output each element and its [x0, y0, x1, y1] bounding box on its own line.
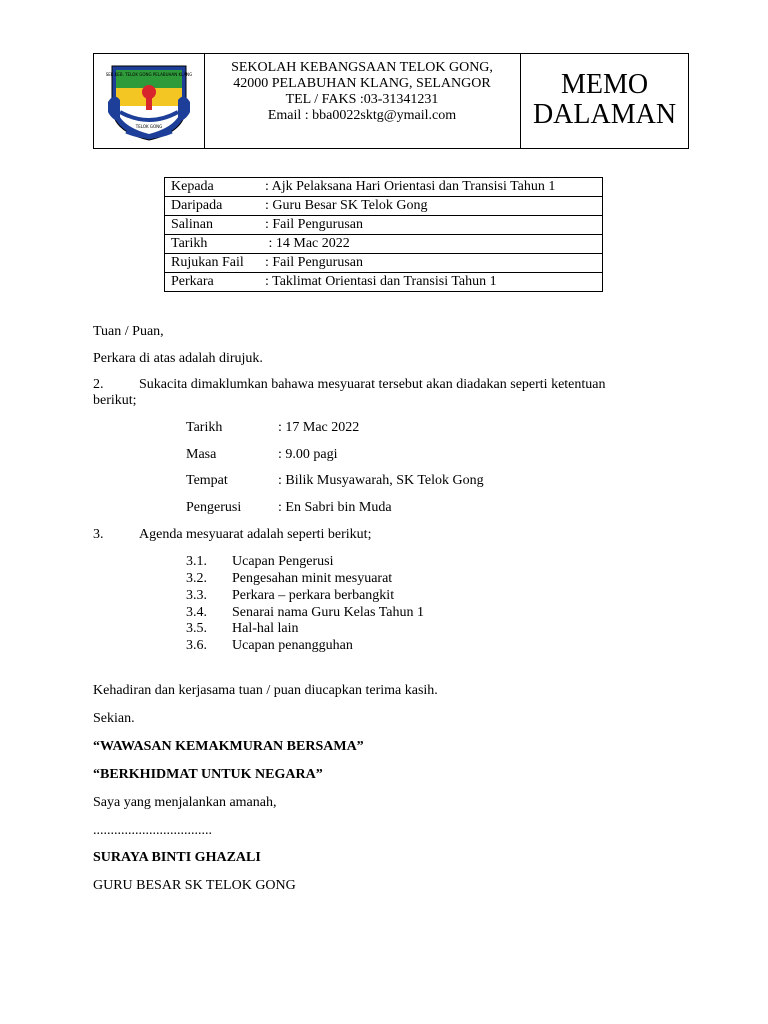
info-row — [165, 254, 603, 273]
detail-row — [186, 447, 338, 463]
amanah-text: Saya yang menjalankan amanah, — [93, 795, 277, 810]
detail-label: Tempat — [186, 473, 228, 488]
info-value: : 14 Mac 2022 — [265, 236, 350, 251]
agenda-text: Senarai nama Guru Kelas Tahun 1 — [232, 605, 424, 620]
signer-title: GURU BESAR SK TELOK GONG — [93, 878, 296, 893]
school-address-block — [204, 54, 521, 148]
paragraph-2-number: 2. — [93, 377, 104, 392]
agenda-item — [186, 588, 394, 604]
logo-text-top: SEK.KEB. TELOK GONG PELABUHAN KLANG — [106, 72, 192, 77]
agenda-text: Pengesahan minit mesyuarat — [232, 571, 393, 586]
info-key: Daripada — [171, 198, 223, 213]
info-row — [165, 197, 603, 216]
info-key: Tarikh — [171, 236, 208, 251]
motto-1: “WAWASAN KEMAKMURAN BERSAMA” — [93, 739, 364, 754]
detail-row — [186, 473, 484, 489]
paragraph-3 — [93, 527, 371, 543]
agenda-item — [186, 554, 333, 570]
agenda-item — [186, 621, 298, 637]
paragraph-2-line1: Sukacita dimaklumkan bahawa mesyuarat tersebut akan diadakan seperti ketentuan — [139, 377, 606, 392]
info-row — [165, 273, 603, 292]
info-value: : Ajk Pelaksana Hari Orientasi dan Transisi Tahun 1 — [265, 179, 556, 194]
info-value: : Fail Pengurusan — [265, 217, 363, 232]
sekian-text: Sekian. — [93, 711, 135, 726]
detail-value: : 9.00 pagi — [278, 447, 338, 462]
logo-text-bottom: TELOK GONG — [135, 124, 163, 129]
detail-label: Tarikh — [186, 420, 223, 435]
detail-label: Pengerusi — [186, 500, 242, 515]
info-key: Rujukan Fail — [171, 255, 244, 270]
paragraph-3-number: 3. — [93, 527, 104, 542]
memo-title-line2: DALAMAN — [532, 99, 677, 130]
school-logo — [106, 62, 192, 142]
agenda-item — [186, 571, 392, 587]
agenda-item — [186, 638, 353, 654]
info-key: Perkara — [171, 274, 214, 289]
agenda-text: Perkara – perkara berbangkit — [232, 588, 395, 603]
agenda-number: 3.3. — [186, 588, 207, 603]
school-email: Email : bba0022sktg@ymail.com — [267, 108, 457, 123]
info-key: Salinan — [171, 217, 213, 232]
agenda-number: 3.2. — [186, 571, 207, 586]
signer-name: SURAYA BINTI GHAZALI — [93, 850, 261, 865]
school-address: 42000 PELABUHAN KLANG, SELANGOR — [233, 76, 491, 91]
school-phone: TEL / FAKS :03-31341231 — [285, 92, 439, 107]
logo-cell — [94, 54, 205, 148]
paragraph-2 — [93, 377, 606, 393]
agenda-text: Ucapan Pengerusi — [232, 554, 334, 569]
detail-label: Masa — [186, 447, 217, 462]
agenda-item — [186, 605, 424, 621]
agenda-number: 3.1. — [186, 554, 207, 569]
paragraph-3-text: Agenda mesyuarat adalah seperti berikut; — [139, 527, 372, 542]
motto-2: “BERKHIDMAT UNTUK NEGARA” — [93, 767, 323, 782]
memo-info-table — [164, 177, 603, 292]
info-row — [165, 178, 603, 197]
agenda-text: Ucapan penangguhan — [232, 638, 353, 653]
agenda-text: Hal-hal lain — [232, 621, 299, 636]
info-row — [165, 216, 603, 235]
detail-row — [186, 420, 359, 436]
agenda-number: 3.6. — [186, 638, 207, 653]
school-name: SEKOLAH KEBANGSAAN TELOK GONG, — [231, 60, 493, 75]
detail-value: : Bilik Musyawarah, SK Telok Gong — [278, 473, 484, 488]
paragraph-1: Perkara di atas adalah dirujuk. — [93, 351, 263, 366]
detail-value: : 17 Mac 2022 — [278, 420, 360, 435]
salutation: Tuan / Puan, — [93, 324, 164, 339]
closing-text: Kehadiran dan kerjasama tuan / puan diucapkan terima kasih. — [93, 683, 438, 698]
info-value: : Taklimat Orientasi dan Transisi Tahun 1 — [265, 274, 497, 289]
detail-row — [186, 500, 392, 516]
info-value: : Fail Pengurusan — [265, 255, 363, 270]
memo-header — [93, 53, 689, 149]
memo-title-line1: MEMO — [560, 69, 649, 100]
agenda-number: 3.4. — [186, 605, 207, 620]
signature-line: .................................. — [93, 823, 212, 838]
memo-title — [521, 54, 688, 148]
paragraph-2-line2: berikut; — [93, 393, 137, 408]
agenda-number: 3.5. — [186, 621, 207, 636]
info-key: Kepada — [171, 179, 214, 194]
detail-value: : En Sabri bin Muda — [278, 500, 392, 515]
info-value: : Guru Besar SK Telok Gong — [265, 198, 428, 213]
info-row — [165, 235, 603, 254]
